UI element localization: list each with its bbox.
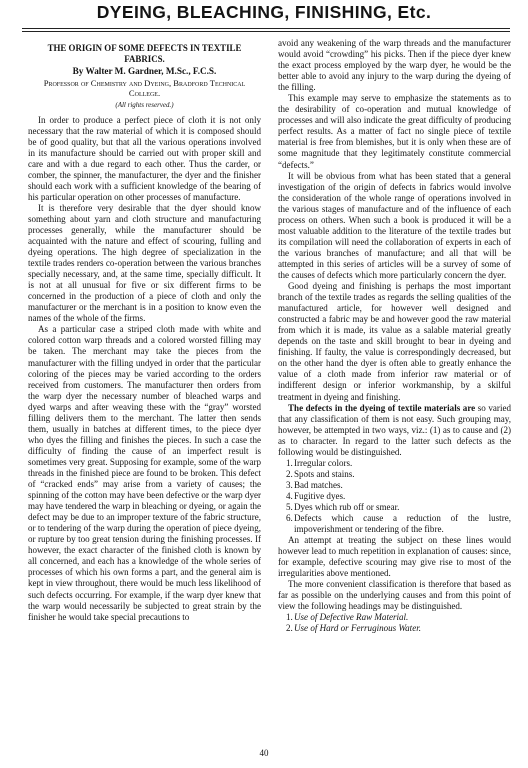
list-text: Use of Hard or Ferruginous Water. bbox=[294, 623, 421, 634]
paragraph: avoid any weakening of the warp threads and the manufacturer would avoid “crowding” his picks. Then if the piece dyer knew the exact process employed by the warp dyer, he would be the better able to avoid any injury to the warp during the dyeing of the filling. bbox=[278, 38, 511, 93]
rights-notice: (All rights reserved.) bbox=[115, 101, 174, 110]
list-number: 6. bbox=[286, 513, 293, 524]
list-text: Irregular colors. bbox=[294, 457, 353, 468]
article-author: By Walter M. Gardner, M.Sc., F.C.S. bbox=[72, 66, 217, 76]
article-title: THE ORIGIN OF SOME DEFECTS IN TEXTILE FABRICS. bbox=[47, 43, 242, 64]
list-item bbox=[278, 623, 511, 634]
list-number: 1. bbox=[286, 457, 293, 468]
list-text: Dyes which rub off or smear. bbox=[294, 501, 400, 512]
list-item bbox=[278, 458, 511, 469]
paragraph: As a particular case a striped cloth made with white and colored cotton warp threads and a colored worsted filling may be taken. The merchant may take the pieces from the manufacturer with the filling undyed in order that the particular coloring of the pieces may be varied according to the orders received from customers. The manufacturer then orders from the warp dyer the necessary number of bleached warps and dyed warps and after weaving these with the “gray” worsted filling delivers them to the merchant. The latter then sends them, usually in batches at different times, to the piece dyer who dyes the filling and finishes the pieces. In such a case the difficulty of finding the cause of an imperfect result is sometimes very great. Supposing for example, some of the warp threads in the finished piece are found to be broken. This defect of “cracked ends” may arise from a variety of causes; the spinning of the cotton may have been defective or the warp dyer may have tendered the warp in bleaching or dyeing, or again the defect may be due to an improper texture of the fabric structure, or to tendering of the warp during the operation of piece dyeing, or rupture by too great tension during the finishing processes. If however, the exact character of the finished cloth is known by all concerned, and each has a knowledge of the whole series of processes of which his own forms a part, and the general aim is kept in view throughout, there would be much less likelihood of such defects occurring. For example, if the warp dyer knew that the warp would necessarily be subjected to great strain by the finisher he would take special precautions to bbox=[28, 324, 261, 622]
defect-list bbox=[278, 458, 511, 535]
list-item bbox=[278, 469, 511, 480]
paragraph: It will be obvious from what has been stated that a general investigation of the origin of defects in fabrics would involve the consideration of the whole range of operations involved in the various stages of manufacture and of the influence of each process on others. When such a book is produced it will be a most valuable addition to the literature of the textile trades but its compilation will need the collaboration of experts in each of the various branches of manufacture; and all that will be attempted in this series of articles will be a survey of some of the causes of defects which more particularly concern the dyer. bbox=[278, 170, 511, 280]
list-item bbox=[278, 491, 511, 502]
paragraph: Good dyeing and finishing is perhaps the most important branch of the textile trades as regards the selling qualities of the manufactured article, for however well designed and constructed a fabric may be and however good the raw material from which it is made, its value as a salable material greatly depends on the taste and skill brought to bear in dyeing and finishing. If faulty, the value is correspondingly decreased, but on the other hand the dyer is often able to greatly enhance the value of a cloth made from inferior raw material or of indifferent design or inferior workmanship, by a skilful treatment in dyeing and finishing. bbox=[278, 281, 511, 402]
list-text: Fugitive dyes. bbox=[294, 490, 346, 501]
header-rule bbox=[22, 28, 510, 29]
list-text: Spots and stains. bbox=[294, 468, 355, 479]
paragraph: In order to produce a perfect piece of cloth it is not only necessary that the raw material of which it is composed should be of good quality, but that all the various operations involved in its manufacture should be carried out with proper skill and care and with a due regard to each other. Thus the carder, or comber, the spinner, the manufacturer, the dyer and the finisher should each work with a sufficient knowledge of the bearing of his particular operation on other processes of manufacture. bbox=[28, 114, 261, 202]
list-text: Use of Defective Raw Material. bbox=[294, 612, 409, 623]
defects-rest: so varied that any classification of them is not easy. Such grouping may, however, be attempted in two ways, viz.: (1) as to cause and (2) as to character. In regard to the latter such defects as the following would be distinguished. bbox=[278, 402, 511, 457]
paragraph: An attempt at treating the subject on these lines would however lead to much repetition in explanation of causes: since, for example, defective scouring may give rise to most of the irregularities above mentioned. bbox=[278, 535, 511, 579]
list-text: Defects which cause a reduction of the lustre, impoverishment or tendering of the fibre. bbox=[294, 513, 511, 535]
page-number: 40 bbox=[259, 748, 269, 758]
left-column bbox=[28, 38, 261, 623]
paragraph: This example may serve to emphasize the statements as to the desirability of co-operation and mutual knowledge of processes and will also indicate the great difficulty of producing perfect results. As a matter of fact no single piece of textile material is free from blemishes, but it is only when these are of some magnitude that they legitimately constitute commercial “defects.” bbox=[278, 93, 511, 170]
paragraph: It is therefore very desirable that the dyer should know something about yarn and cloth structure and manufacturing processes generally, while the manufacturer should be acquainted with the nature and effect of scouring, fulling and dyeing operations. The high degree of specialization in the textile trades renders co-operation between the various branches specially necessary, and, at the same time, specially difficult. It is not at all unusual for five or six different firms to be concerned in the production of a piece of cloth and only the manufacturer or the merchant is in a position to know even the names of the whole of the firms. bbox=[28, 202, 261, 324]
list-number: 1. bbox=[286, 612, 293, 623]
list-number: 3. bbox=[286, 479, 293, 490]
header-rule-thin bbox=[22, 31, 510, 32]
list-item bbox=[278, 480, 511, 491]
paragraph: The more convenient classification is therefore that based as far as possible on the underlying causes and from this point of view the following headings may be distinguished. bbox=[278, 579, 511, 612]
list-item bbox=[278, 513, 511, 535]
list-text: Bad matches. bbox=[294, 479, 343, 490]
list-number: 4. bbox=[286, 490, 293, 501]
list-item bbox=[278, 612, 511, 623]
headings-list bbox=[278, 612, 511, 634]
defects-lead: The defects in the dyeing of textile materials are bbox=[288, 402, 476, 413]
list-number: 2. bbox=[286, 623, 293, 634]
list-number: 5. bbox=[286, 501, 293, 512]
list-number: 2. bbox=[286, 468, 293, 479]
running-header: DYEING, BLEACHING, FINISHING, Etc. bbox=[96, 2, 432, 22]
list-item bbox=[278, 502, 511, 513]
right-column bbox=[278, 38, 511, 635]
defects-paragraph bbox=[278, 403, 511, 458]
article-affiliation: Professor of Chemistry and Dyeing, Bradford Technical College. bbox=[43, 78, 246, 99]
